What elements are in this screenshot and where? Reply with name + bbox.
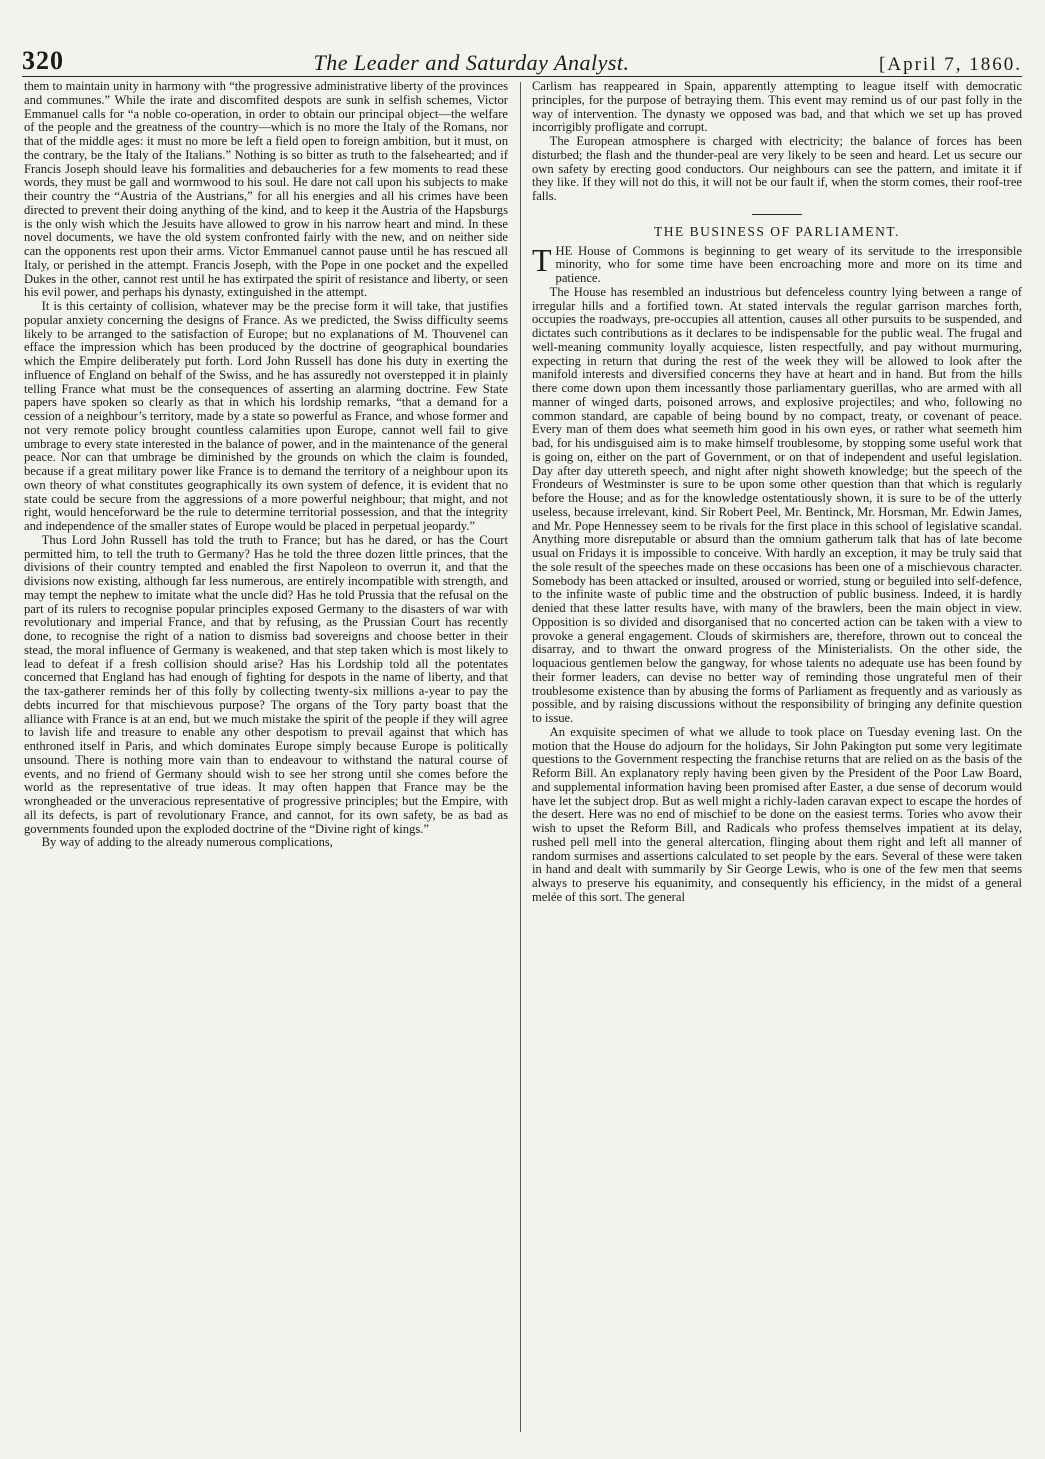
publication-title: The Leader and Saturday Analyst. [313,50,630,75]
section-divider [752,214,802,215]
left-column [24,80,508,1440]
article-lead-paragraph [532,241,1022,286]
page-header [22,40,1022,77]
right-paragraph: An exquisite specimen of what we allude to took place on Tuesday evening last. On the motion that the House do adjourn for the holidays, Sir John Pakington put some very legitimate questions to the Government respecting the franchise returns that are relied on as the basis of the Reform Bill. An explanatory reply having been given by the President of the Poor Law Board, and supplemental information having been promised after Easter, a due sense of decorum would have let the subject drop. But as well might a richly-laden caravan expect to escape the hordes of the desert. Here was no end of mischief to be done on the easiest terms. Tories who avow their wish to upset the Reform Bill, and Radicals who profess themselves impatient at its delay, rushed pell mell into the general altercation, flinging about them right and left all manner of random surmises and assertions calculated to set people by the ears. Several of these were taken in hand and dealt with summarily by Sir George Lewis, who is one of the few men that seems always to preserve his equanimity, and consequently his efficiency, in the midst of a general melée of this sort. The general [532,724,1022,904]
column-divider [520,82,521,1432]
left-paragraph: By way of adding to the already numerous complications, [41,835,333,850]
right-paragraph: The House has resembled an industrious but defenceless country lying between a range of irregular hills and a fortified town. At stated intervals the regular garrison marches forth, occupies the roadways, pre-occupies all attention, causes all other pursuits to be suspended, and dictates such contributions as it declares to be indispensable for the public weal. The frugal and well-meaning community loyally acquiesce, listen respectfully, and pay without murmuring, expecting in return that during the rest of the week they will be allowed to look after the manifold interests and diversified concerns they have at heart and in hand. But from the hills there come down upon them incessantly those parliamentary guerillas, who are armed with all manner of winged darts, poisoned arrows, and explosive projectiles; and who, following no common standard, are capable of being bound by no compact, treaty, or covenant of peace. Every man of them does what seemeth him good in his own eyes, or rather what seemeth him bad, for his undisguised aim is to make himself troublesome, by stopping some useful work that is going on, either on the part of Government, or on that of independent and useful legislation. Day after day uttereth speech, and night after night showeth knowledge; but the speech of the Frondeurs of Westminster is sure to be upon some other question than that which is regularly before the House; and as for the knowledge ostentatiously shown, it is sure to be of the utterly useless, because irrelevant, kind. Sir Robert Peel, Mr. Bentinck, Mr. Horsman, Mr. Edwin James, and Mr. Pope Hennessey seem to be rivals for the first place in this school of legislative scandal. Anything more disreputable or absurd than the omnium gatherum talk that has of late become usual on Fridays it is impossible to conceive. With hardly an exception, it may be truly said that the sole result of the speeches made on these occasions has been one of a mischievous character. Somebody has been attacked or insulted, aroused or worried, stung or beguiled into self-defence, to the infinite waste of public time and the obstruction of public business. Indeed, it is hardly denied that these latter results have, with many of the brawlers, been the main object in view. Opposition is so divided and disorganised that no concerted action can be taken with a view to provoke a general engagement. Clouds of skirmishers are, therefore, thrown out to conceal the disarray, and to thwart the onward progress of the Ministerialists. On the other side, the loquacious gentlemen below the gangway, for whose talents no adequate use has been found by their former leaders, can devise no better way of reminding those ungrateful men of their troublesome existence than by abusing the forms of Parliament as frequently and as variously as possible, and by raising discussions without the responsibility of bringing any definite question to issue. [532,284,1022,725]
right-paragraph: The European atmosphere is charged with electricity; the balance of forces has been disturbed; the flash and the thunder-peal are very likely to be seen and heard. Let us secure our own safety by erecting good conductors. Our neighbours can see the pattern, and imitate it if they like. If they will not do this, it will not be our fault if, when the storm comes, their roof-tree falls. [532,134,1022,203]
left-paragraph: them to maintain unity in harmony with “the progressive administrative liberty of the provinces and communes.” While the irate and discomfited despots are sunk in selfish schemes, Victor Emmanuel calls for “a noble co-operation, in order to obtain our principal object—the welfare of the people and the greatness of the country—which is no more the Italy of the Romans, nor that of the middle ages: it must no more be left a field open to foreign ambition, but it must, on the contrary, be the Italy of the Italians.” Nothing is so bitter as truth to the falsehearted; and if Francis Joseph should leave his formalities and debaucheries for a few moments to read these words, they must be gall and wormwood to his soul. He dare not call upon his subjects to make their country the “Austria of the Austrians,” for all his energies and all his crimes have been directed to prevent their doing anything of the kind, and to keep it the Austria of the Hapsburgs is the only wish which the Jesuits have allowed to grow in his narrow heart and mind. In these novel documents, we have the old system confronted fairly with the new, and on neither side can the opponents rest upon their arms. Victor Emmanuel cannot pause until he has rescued all Italy, or perished in the attempt. Francis Joseph, with the Pope in one pocket and the expelled Dukes in the other, cannot rest until he has extirpated the spirit of resistance and liberty, or seen his evil power, and perhaps his dynasty, extinguished in the attempt. [24,80,508,300]
issue-date: [April 7, 1860. [879,54,1022,75]
left-paragraph: It is this certainty of collision, whatever may be the precise form it will take, that justifies popular anxiety concerning the designs of France. As we predicted, the Swiss difficulty seems likely to be arranged to the satisfaction of Europe; but no explanations of M. Thouvenel can efface the impression which has been produced by the doctrine of geographical boundaries which the Empire deliberately put forth. Lord John Russell has done his duty in exerting the influence of England on behalf of the Swiss, and he has assuredly not overstepped it in plainly telling France what must be the consequences of asserting an alarming doctrine. Few State papers have spoken so clearly as that in which his lordship remarks, “that a demand for a cession of a neighbour’s territory, made by a state so powerful as France, and whose former and not very remote policy brought countless calamities upon Europe, cannot well fail to give umbrage to every state interested in the balance of power, and in the maintenance of the general peace. Nor can that umbrage be diminished by the grounds on which the claim is founded, because if a great military power like France is to demand the territory of a neighbour upon its own theory of what constitutes geographically its own system of defence, it is evident that no state could be secure from the aggressions of a more powerful neighbour; that might, and not right, would henceforward be the rule to determine territorial possession, and that the integrity and independence of the smaller states of Europe would be placed in perpetual jeopardy.” [24,299,508,533]
lead-text: HE House of Commons is beginning to get weary of its servitude to the irresponsible minority, who for some time have been encroaching more and more on its time and patience. [555,243,1022,285]
right-column [532,80,1022,1440]
left-paragraph: Thus Lord John Russell has told the truth to France; but has he dared, or has the Court permitted him, to tell the truth to Germany? Has he told the three dozen little princes, that the divisions of their country tempted and enabled the first Napoleon to overrun it, and that the divisions now existing, although far less numerous, are entirely incompatible with strength, and may tempt the nephew to imitate what the uncle did? Has he told Prussia that the refusal on the part of its rulers to recognise popular principles exposed Germany to the disasters of war with revolutionary and imperial France, and that by refusing, as the Prussian Court has recently done, to recognise the right of a nation to dismiss bad sovereigns and choose better in their stead, the moral influence of Germany is weakened, and that step taken which is most likely to lead to defeat if a fresh collision should arise? Has his Lordship told all the potentates concerned that England has had enough of fighting for despots in the name of liberty, and that the tax-gatherer reminds her of this folly by collecting twenty-six millions a-year to pay the debts incurred for that mischievous purpose? The organs of the Tory party boast that the alliance with France is at an end, but we much mistake the spirit of the people if they will agree to lavish life and treasure to enable any other despotism to prevail against that which has enthroned itself in Paris, and which dominates Europe simply because Europe is politically unsound. There is nothing more vain than to endeavour to withstand the natural course of events, and no friend of Germany should wish to see her strong until she comes before the world as the representative of true ideas. It may often happen that France may be the wrongheaded or the unveracious representative of progressive principles; but the Empire, with all its defects, is part of revolutionary France, and cannot, for its own safety, be as bad as governments founded upon the exploded doctrine of the “Divine right of kings.” [24,532,508,836]
page-number: 320 [22,46,64,75]
section-title: THE BUSINESS OF PARLIAMENT. [653,223,901,239]
right-paragraph: Carlism has reappeared in Spain, apparently attempting to league itself with democratic principles, for the purpose of betraying them. This event may remind us of our past folly in the way of intervention. The dynasty we opposed was bad, and that which we set up has proved incorrigibly profligate and corrupt. [532,80,1022,135]
drop-cap: T [532,241,552,278]
